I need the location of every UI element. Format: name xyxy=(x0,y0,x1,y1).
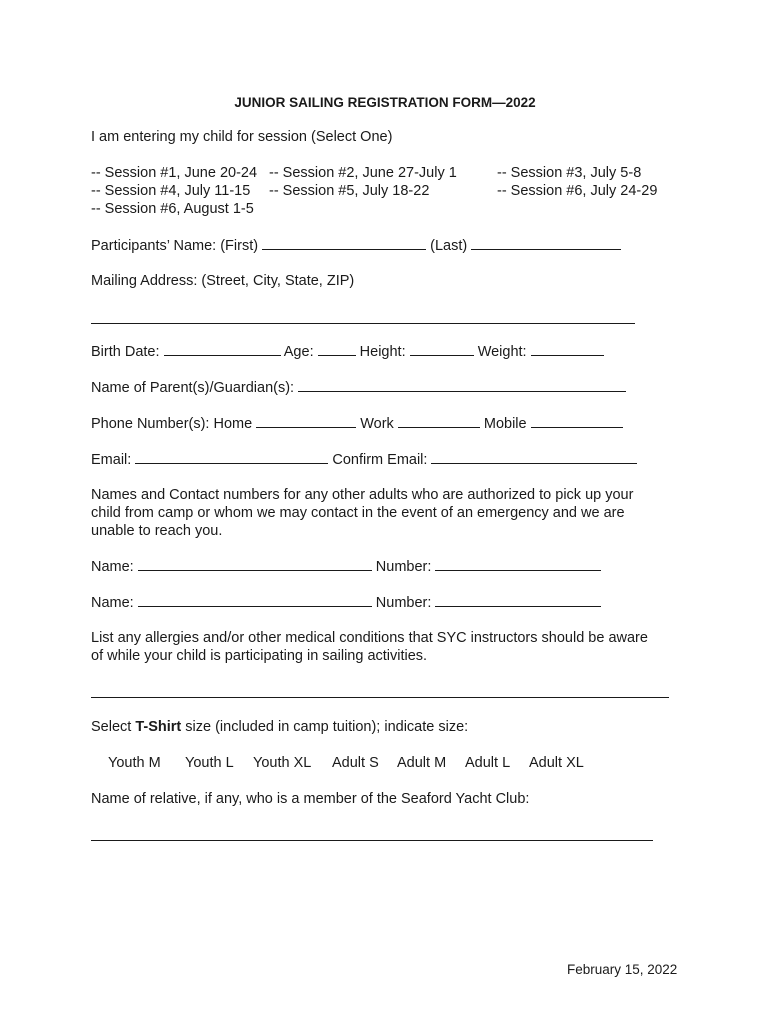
weight-field[interactable] xyxy=(531,342,604,356)
email-label: Email: xyxy=(91,452,132,468)
contact-name-label: Name: xyxy=(91,595,134,611)
footer-date: February 15, 2022 xyxy=(567,962,678,977)
tshirt-size-option[interactable]: Youth M xyxy=(108,755,161,771)
birth-date-label: Birth Date: xyxy=(91,344,160,360)
tshirt-size-option[interactable]: Adult S xyxy=(332,755,379,771)
contact-number-label: Number: xyxy=(375,595,432,611)
age-field[interactable] xyxy=(318,342,356,356)
session-option[interactable]: -- Session #2, June 27-July 1 xyxy=(269,165,457,181)
parent-label: Name of Parent(s)/Guardian(s): xyxy=(91,380,295,396)
tshirt-size-option[interactable]: Youth L xyxy=(185,755,234,771)
tshirt-prefix: Select xyxy=(91,719,136,735)
parent-row xyxy=(91,378,626,397)
confirm-email-label: Confirm Email: xyxy=(332,452,428,468)
contact-name-label: Name: xyxy=(91,559,134,575)
contacts-text-line: unable to reach you. xyxy=(91,523,223,539)
phone-mobile-label: Mobile xyxy=(483,416,527,432)
contacts-text-line: child from camp or whom we may contact in the event of an emergency and we are xyxy=(91,505,625,521)
birth-date-field[interactable] xyxy=(164,342,281,356)
tshirt-size-option[interactable]: Adult XL xyxy=(529,755,584,771)
contact-row xyxy=(91,557,601,576)
tshirt-size-option[interactable]: Adult L xyxy=(465,755,511,771)
last-name-label: (Last) xyxy=(430,238,468,254)
tshirt-size-option[interactable]: Adult M xyxy=(397,755,447,771)
first-name-field[interactable] xyxy=(262,236,426,250)
phone-row xyxy=(91,414,623,433)
first-name-label: Participants’ Name: (First) xyxy=(91,238,259,254)
phone-work-field[interactable] xyxy=(398,414,480,428)
contact-number-label: Number: xyxy=(375,559,432,575)
allergies-text-line: of while your child is participating in sailing activities. xyxy=(91,648,428,664)
session-option[interactable]: -- Session #3, July 5-8 xyxy=(497,165,642,181)
confirm-email-field[interactable] xyxy=(431,450,637,464)
relative-label: Name of relative, if any, who is a member of the Seaford Yacht Club: xyxy=(91,791,530,807)
parent-field[interactable] xyxy=(298,378,626,392)
phone-mobile-field[interactable] xyxy=(531,414,623,428)
age-label: Age: xyxy=(283,344,314,360)
address-label: Mailing Address: (Street, City, State, ZIP) xyxy=(91,273,355,289)
last-name-field[interactable] xyxy=(471,236,621,250)
session-option[interactable]: -- Session #6, August 1-5 xyxy=(91,201,254,217)
relative-field[interactable] xyxy=(91,840,653,841)
phone-work-label: Work xyxy=(360,416,394,432)
contact-row xyxy=(91,593,601,612)
form-title: JUNIOR SAILING REGISTRATION FORM—2022 xyxy=(234,95,536,110)
height-label: Height: xyxy=(359,344,406,360)
contact-number-field[interactable] xyxy=(435,557,601,571)
participant-name-row xyxy=(91,236,621,255)
contact-number-field[interactable] xyxy=(435,593,601,607)
contacts-text-line: Names and Contact numbers for any other adults who are authorized to pick up your xyxy=(91,487,634,503)
session-option[interactable]: -- Session #5, July 18-22 xyxy=(269,183,430,199)
tshirt-suffix: size (included in camp tuition); indicate size: xyxy=(181,719,469,735)
allergies-field[interactable] xyxy=(91,697,669,698)
height-field[interactable] xyxy=(410,342,474,356)
contact-name-field[interactable] xyxy=(138,593,372,607)
session-prompt: I am entering my child for session (Select One) xyxy=(91,129,393,145)
weight-label: Weight: xyxy=(477,344,527,360)
email-row xyxy=(91,450,637,469)
allergies-text-line: List any allergies and/or other medical conditions that SYC instructors should be aware xyxy=(91,630,648,646)
address-field[interactable] xyxy=(91,323,635,324)
birth-row xyxy=(91,342,604,361)
tshirt-bold: T-Shirt xyxy=(135,719,182,735)
phone-home-field[interactable] xyxy=(256,414,356,428)
tshirt-prompt xyxy=(91,718,468,736)
session-option[interactable]: -- Session #4, July 11-15 xyxy=(91,183,251,199)
email-field[interactable] xyxy=(135,450,328,464)
tshirt-size-option[interactable]: Youth XL xyxy=(253,755,312,771)
session-option[interactable]: -- Session #1, June 20-24 xyxy=(91,165,258,181)
phone-home-label: Phone Number(s): Home xyxy=(91,416,253,432)
contact-name-field[interactable] xyxy=(138,557,372,571)
session-option[interactable]: -- Session #6, July 24-29 xyxy=(497,183,658,199)
